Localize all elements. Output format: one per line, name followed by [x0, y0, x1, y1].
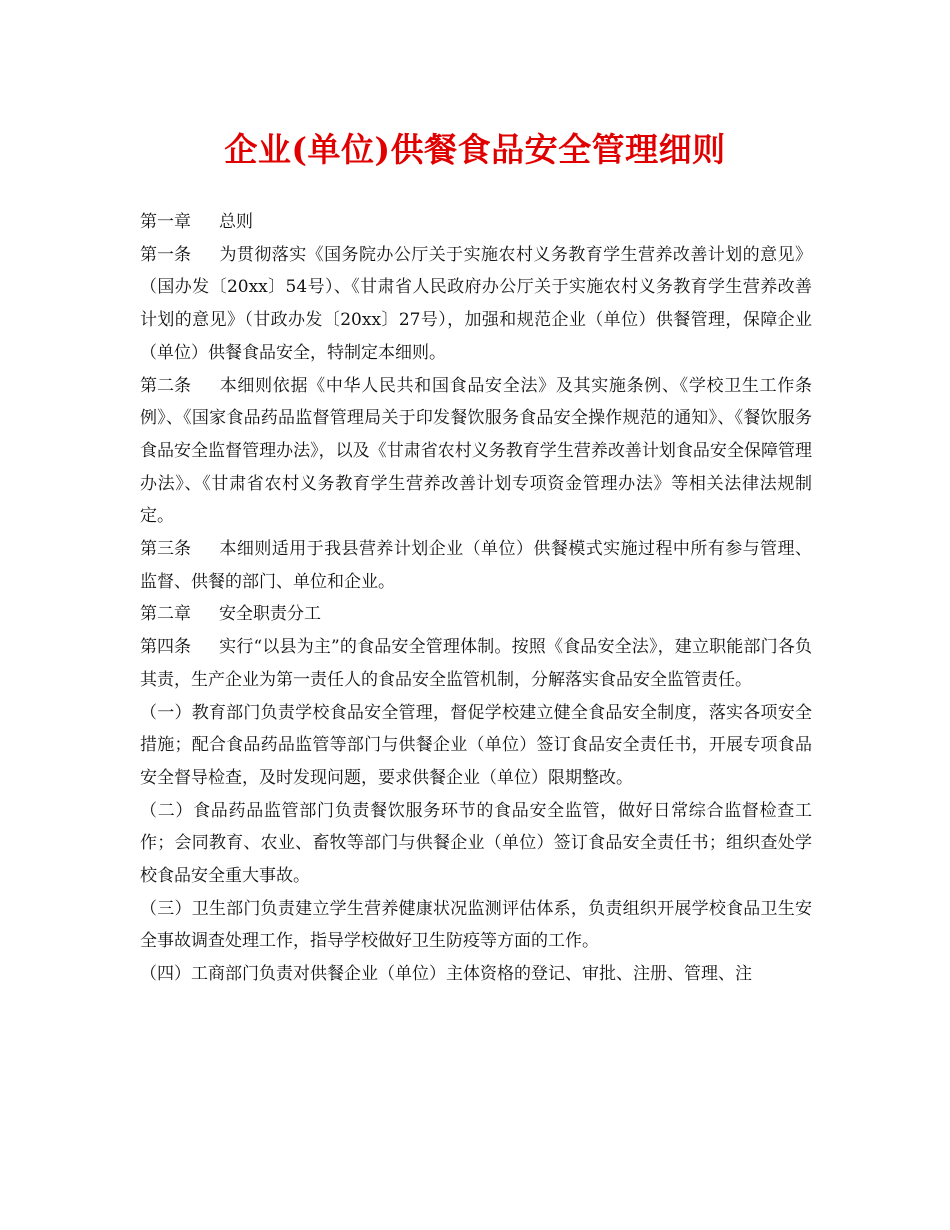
document-title: 企业(单位)供餐食品安全管理细则 [224, 130, 726, 169]
paragraph-text: （三）卫生部门负责建立学生营养健康状况监测评估体系，负责组织开展学校食品卫生安全事故调查处理工作，指导学校做好卫生防疫等方面的工作。 [140, 898, 812, 952]
paragraph-text: （四）工商部门负责对供餐企业（单位）主体资格的登记、审批、注册、管理、注 [140, 964, 752, 985]
paragraph-label: 第一条 [140, 244, 191, 265]
paragraph-chapter-1 [140, 206, 812, 239]
paragraph-article-4 [140, 631, 812, 696]
paragraph-article-3 [140, 533, 812, 598]
paragraph-label: 第二章 [140, 604, 191, 625]
paragraph-text: （二）食品药品监管部门负责餐饮服务环节的食品安全监管，做好日常综合监督检查工作；会同教育、农业、畜牧等部门与供餐企业（单位）签订食品安全责任书；组织查处学校食品安全重大事故。 [140, 800, 812, 887]
paragraph-text: 实行“以县为主”的食品安全管理体制。按照《食品安全法》，建立职能部门各负其责，生产企业为第一责任人的食品安全监管机制，分解落实食品安全监管责任。 [140, 637, 812, 690]
paragraph-chapter-2 [140, 598, 812, 631]
paragraph-label: 第四条 [140, 637, 191, 658]
paragraph-label: 第一章 [140, 212, 191, 232]
paragraph-text: 安全职责分工 [219, 604, 321, 625]
paragraph-label: 第三条 [140, 539, 191, 560]
paragraph-item-1 [140, 697, 812, 795]
paragraph-text: 本细则依据《中华人民共和国食品安全法》及其实施条例、《学校卫生工作条例》、《国家食品药品监督管理局关于印发餐饮服务食品安全操作规范的通知》、《餐饮服务食品安全监督管理办法》，以及《甘肃省农村义务教育学生营养改善计划食品安全保障管理办法》、《甘肃省农村义务教育学生营养改善计划专项资金管理办法》等相关法律法规制定。 [140, 375, 812, 527]
paragraph-text: 总则 [219, 212, 253, 232]
paragraph-article-1 [140, 239, 812, 370]
paragraph-item-2 [140, 795, 812, 893]
paragraph-text: 本细则适用于我县营养计划企业（单位）供餐模式实施过程中所有参与管理、监督、供餐的部门、单位和企业。 [140, 539, 812, 592]
paragraph-article-2 [140, 370, 812, 534]
paragraph-label: 第二条 [140, 375, 191, 396]
paragraph-text: 为贯彻落实《国务院办公厅关于实施农村义务教育学生营养改善计划的意见》（国办发〔20xx〕54号）、《甘肃省人民政府办公厅关于实施农村义务教育学生营养改善计划的意见》（甘政办发〔20xx〕27号），加强和规范企业（单位）供餐管理，保障企业（单位）供餐食品安全，特制定本细则。 [140, 244, 812, 363]
paragraph-item-3 [140, 893, 812, 958]
document-body [140, 206, 812, 991]
paragraph-item-4 [140, 958, 812, 991]
paragraph-text: （一）教育部门负责学校食品安全管理，督促学校建立健全食品安全制度，落实各项安全措施；配合食品药品监管等部门与供餐企业（单位）签订食品安全责任书，开展专项食品安全督导检查，及时发现问题，要求供餐企业（单位）限期整改。 [140, 702, 812, 788]
